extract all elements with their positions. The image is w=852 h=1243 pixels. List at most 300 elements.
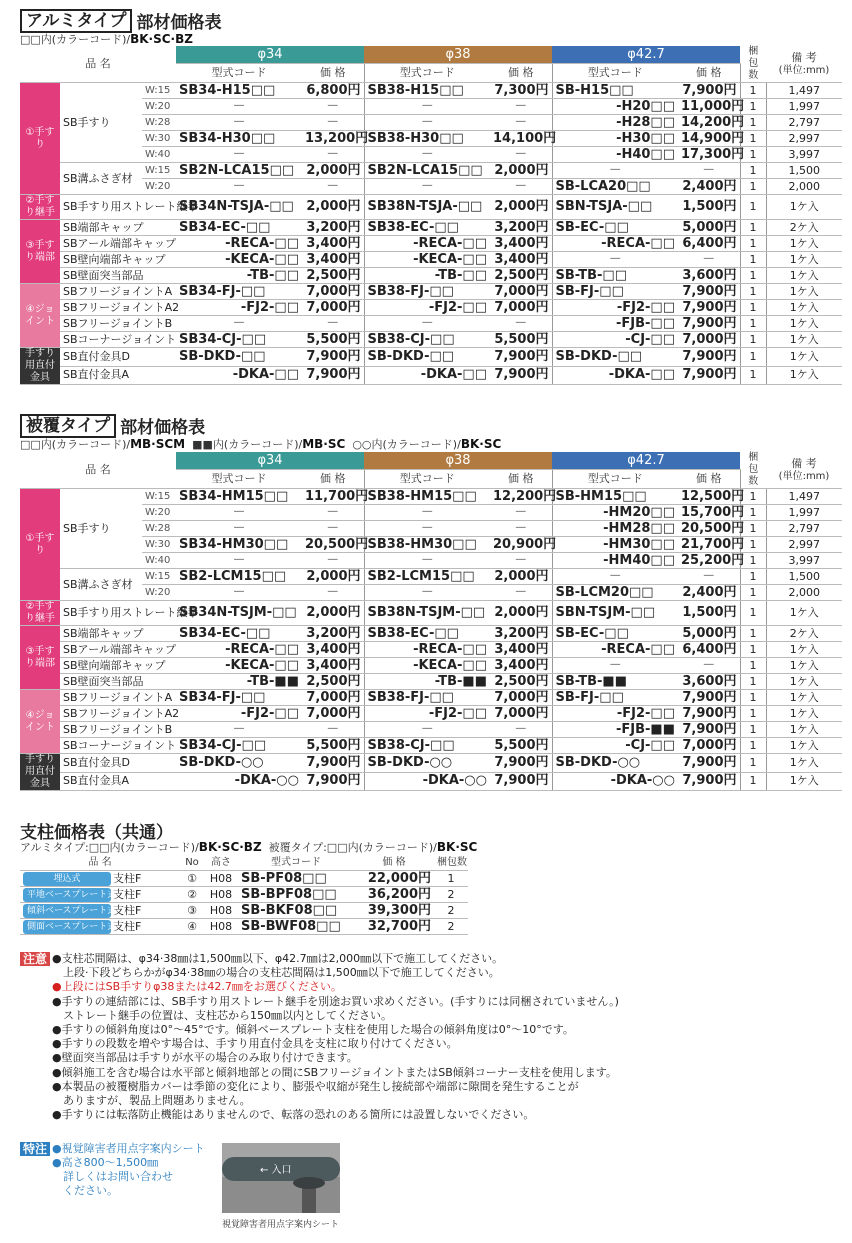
pack-count: 1: [740, 722, 766, 738]
post-subtitle: [20, 839, 477, 855]
col-price: 価 格: [302, 470, 364, 489]
pack-count: 1: [740, 195, 766, 220]
item-name: SBアール端部キャップ: [60, 642, 176, 658]
price: 7,300円: [490, 83, 552, 99]
price: 6,800円: [302, 83, 364, 99]
price: 2,000円: [490, 163, 552, 179]
model-code: -DKA-□□: [176, 366, 302, 385]
post-col-header: 型式コード: [238, 855, 354, 871]
remark: 1ケ入: [766, 722, 842, 738]
table-row: [20, 300, 842, 316]
table-row: [20, 738, 842, 754]
model-code: SB38-CJ-□□: [364, 332, 490, 348]
width-label: W:15: [142, 569, 176, 585]
col-price: 価 格: [490, 470, 552, 489]
remark: 2,000: [766, 585, 842, 601]
post-row: [20, 903, 468, 919]
model-code: －: [176, 316, 302, 332]
post-height: H08: [204, 903, 238, 919]
hif-subtitle-a: □□内(カラーコード)/: [20, 438, 131, 451]
price: 1,500円: [678, 195, 740, 220]
model-code: -DKA-□□: [552, 366, 678, 385]
model-code: -H28□□: [552, 115, 678, 131]
width-label: W:40: [142, 147, 176, 163]
price: 2,000円: [302, 195, 364, 220]
pack-count: 1: [740, 601, 766, 626]
table-row: [20, 658, 842, 674]
remark: 2ケ入: [766, 626, 842, 642]
col-biko: [766, 452, 842, 489]
model-code: SB34-H30□□: [176, 131, 302, 147]
model-code: SB2N-LCA15□□: [364, 163, 490, 179]
price: －: [490, 585, 552, 601]
post-name: 支柱F: [110, 871, 180, 887]
price: －: [490, 505, 552, 521]
group-label: ③手すり端部: [20, 220, 60, 284]
model-code: SB-FJ-□□: [552, 284, 678, 300]
model-code: －: [364, 316, 490, 332]
col-konpo: 梱包数: [740, 452, 766, 489]
dia-42-header: φ42.7: [552, 46, 740, 64]
price: 2,400円: [678, 585, 740, 601]
price: 5,000円: [678, 626, 740, 642]
model-code: SB38-H15□□: [364, 83, 490, 99]
pack-count: 1: [740, 537, 766, 553]
table-row: [20, 489, 842, 505]
remark: 1,497: [766, 489, 842, 505]
price: －: [678, 163, 740, 179]
price: 3,600円: [678, 674, 740, 690]
note-line: ●手すりには転落防止機能はありませんので、転落の恐れのある箇所には設置しないでください。: [52, 1108, 535, 1122]
price: －: [490, 316, 552, 332]
model-code: SB38-EC-□□: [364, 626, 490, 642]
dia-38-header: φ38: [364, 452, 552, 470]
dia-38-header: φ38: [364, 46, 552, 64]
remark: 1ケ入: [766, 706, 842, 722]
price: 3,400円: [302, 236, 364, 252]
post-height: H08: [204, 887, 238, 903]
model-code: SB34-EC-□□: [176, 220, 302, 236]
price: 2,500円: [490, 674, 552, 690]
price: －: [302, 585, 364, 601]
pack-count: 1: [740, 674, 766, 690]
remark: 1ケ入: [766, 754, 842, 773]
post-name: 支柱F: [110, 903, 180, 919]
price: 7,900円: [678, 316, 740, 332]
table-row: [20, 163, 842, 179]
model-code: －: [364, 179, 490, 195]
item-name: SB溝ふさぎ材: [60, 163, 142, 195]
pack-count: 1: [740, 754, 766, 773]
remark: 1,997: [766, 505, 842, 521]
table-row: [20, 601, 842, 626]
pack-count: 1: [740, 348, 766, 367]
table-row: [20, 690, 842, 706]
group-label: 手すり用直付金具: [20, 754, 60, 791]
table-row: [20, 585, 842, 601]
post-code: SB-BKF08□□: [238, 903, 354, 919]
remark: 2,997: [766, 131, 842, 147]
model-code: -RECA-□□: [364, 236, 490, 252]
model-code: SB-DKD-○○: [364, 754, 490, 773]
group-label: ④ジョイント: [20, 690, 60, 754]
model-code: -RECA-□□: [176, 236, 302, 252]
price: 2,500円: [302, 268, 364, 284]
model-code: －: [176, 521, 302, 537]
price: 7,900円: [678, 690, 740, 706]
width-label: W:20: [142, 585, 176, 601]
price: 7,000円: [302, 690, 364, 706]
model-code: SB34N-TSJA-□□: [176, 195, 302, 220]
model-code: -FJB-□□: [552, 316, 678, 332]
alu-price-table: [20, 46, 842, 385]
remark: 1ケ入: [766, 642, 842, 658]
post-col-header: 高さ: [204, 855, 238, 871]
table-row: [20, 147, 842, 163]
post-row: [20, 871, 468, 887]
pack-count: 1: [740, 706, 766, 722]
post-row: [20, 919, 468, 935]
remark: 1ケ入: [766, 772, 842, 791]
table-row: [20, 772, 842, 791]
model-code: -TB-□□: [364, 268, 490, 284]
photo-label: ← 入口: [260, 1165, 292, 1176]
model-code: －: [176, 179, 302, 195]
dia-34-header: φ34: [176, 46, 364, 64]
price: －: [490, 179, 552, 195]
price: －: [302, 505, 364, 521]
table-row: [20, 284, 842, 300]
table-row: [20, 115, 842, 131]
group-label: 手すり用直付金具: [20, 348, 60, 385]
price: 5,500円: [302, 738, 364, 754]
notes-lines: [52, 952, 840, 1122]
price: 7,900円: [678, 348, 740, 367]
price: 3,400円: [490, 658, 552, 674]
table-row: [20, 220, 842, 236]
pack-count: 1: [740, 505, 766, 521]
price: －: [678, 569, 740, 585]
model-code: －: [364, 99, 490, 115]
post-row: [20, 887, 468, 903]
price: 7,900円: [678, 754, 740, 773]
remark: 1ケ入: [766, 738, 842, 754]
model-code: -RECA-□□: [552, 236, 678, 252]
table-row: [20, 626, 842, 642]
model-code: SB-TB-■■: [552, 674, 678, 690]
width-label: W:30: [142, 131, 176, 147]
col-price: 価 格: [678, 470, 740, 489]
model-code: SB-LCM20□□: [552, 585, 678, 601]
price: 7,000円: [678, 332, 740, 348]
item-name: SB壁向端部キャップ: [60, 252, 176, 268]
model-code: SB38N-TSJM-□□: [364, 601, 490, 626]
biko-label: 備 考: [791, 457, 817, 470]
price: 25,200円: [678, 553, 740, 569]
model-code: SB-TB-□□: [552, 268, 678, 284]
model-code: SB34-FJ-□□: [176, 284, 302, 300]
width-label: W:15: [142, 83, 176, 99]
model-code: SB-DKD-○○: [176, 754, 302, 773]
col-code: 型式コード: [176, 64, 302, 83]
remark: 1ケ入: [766, 195, 842, 220]
model-code: －: [176, 585, 302, 601]
item-name: SBコーナージョイント: [60, 332, 176, 348]
model-code: SB38-HM30□□: [364, 537, 490, 553]
table-row: [20, 642, 842, 658]
remark: 1ケ入: [766, 252, 842, 268]
item-name: SB直付金具D: [60, 348, 176, 367]
post-subtitle-a: アルミタイプ:□□内(カラーコード)/: [20, 841, 199, 854]
pack-count: 1: [740, 83, 766, 99]
width-label: W:15: [142, 163, 176, 179]
post-type-badge: 傾斜ベースプレート式: [20, 903, 110, 919]
table-row: [20, 268, 842, 284]
price: 21,700円: [678, 537, 740, 553]
post-code: SB-PF08□□: [238, 871, 354, 887]
price: 20,900円: [490, 537, 552, 553]
dia-34-header: φ34: [176, 452, 364, 470]
remark: 1ケ入: [766, 268, 842, 284]
pack-count: 1: [740, 642, 766, 658]
price: 5,500円: [302, 332, 364, 348]
item-name: SBアール端部キャップ: [60, 236, 176, 252]
price: 3,600円: [678, 268, 740, 284]
header-row-diameters: [20, 46, 842, 64]
post-price-table: [20, 855, 468, 935]
item-name: SBコーナージョイント: [60, 738, 176, 754]
post-code: SB-BPF08□□: [238, 887, 354, 903]
item-name: SB溝ふさぎ材: [60, 569, 142, 601]
price: －: [302, 99, 364, 115]
pack-count: 1: [740, 147, 766, 163]
note-line: ●壁面突当部品は手すりが水平の場合のみ取り付けできます。: [52, 1051, 358, 1065]
hif-title: [20, 413, 205, 438]
price: 7,900円: [490, 754, 552, 773]
item-name: SB直付金具A: [60, 772, 176, 791]
table-row: [20, 99, 842, 115]
remark: 1ケ入: [766, 366, 842, 385]
price: －: [678, 658, 740, 674]
price: 2,400円: [678, 179, 740, 195]
note-line: 上段·下段どちらかがφ34·38㎜の場合の支柱芯間隔は1,500㎜以下で施工してください。: [52, 966, 500, 980]
pack-count: 1: [740, 300, 766, 316]
model-code: SBN-TSJA-□□: [552, 195, 678, 220]
remark: 1ケ入: [766, 236, 842, 252]
pack-count: 1: [740, 521, 766, 537]
model-code: SB34-CJ-□□: [176, 738, 302, 754]
remark: 3,997: [766, 147, 842, 163]
remark: 1ケ入: [766, 658, 842, 674]
pack-count: 1: [740, 163, 766, 179]
table-row: [20, 537, 842, 553]
pack-count: 1: [740, 772, 766, 791]
price: 3,400円: [490, 252, 552, 268]
model-code: －: [552, 163, 678, 179]
price: 2,000円: [302, 569, 364, 585]
hif-subtitle-c: ■■内(カラーコード)/: [192, 438, 303, 451]
model-code: -FJ2-□□: [176, 706, 302, 722]
table-row: [20, 521, 842, 537]
width-label: W:28: [142, 115, 176, 131]
remark: 1,497: [766, 83, 842, 99]
price: 7,000円: [490, 690, 552, 706]
model-code: -FJ2-□□: [364, 706, 490, 722]
remark: 2,797: [766, 115, 842, 131]
pack-count: 1: [740, 738, 766, 754]
hif-title-box: 被覆タイプ: [20, 414, 116, 438]
item-name: SB壁面突当部品: [60, 268, 176, 284]
price: 3,400円: [302, 642, 364, 658]
model-code: -TB-■■: [176, 674, 302, 690]
price: 11,000円: [678, 99, 740, 115]
hif-subtitle-f: BK·SC: [460, 437, 502, 451]
pack-count: 1: [740, 115, 766, 131]
post-price: 36,200円: [354, 887, 434, 903]
hif-subtitle-e: ○○内(カラーコード)/: [352, 438, 461, 451]
model-code: SB-DKD-□□: [552, 348, 678, 367]
price: 5,500円: [490, 332, 552, 348]
table-row: [20, 722, 842, 738]
pack-count: 1: [740, 690, 766, 706]
model-code: －: [176, 553, 302, 569]
table-row: [20, 252, 842, 268]
price: 7,900円: [490, 366, 552, 385]
pack-count: 1: [740, 284, 766, 300]
col-biko: [766, 46, 842, 83]
model-code: -HM40□□: [552, 553, 678, 569]
biko-label: 備 考: [791, 51, 817, 64]
table-row: [20, 332, 842, 348]
item-name: SBフリージョイントB: [60, 722, 176, 738]
table-row: [20, 131, 842, 147]
post-pack: 2: [434, 903, 468, 919]
model-code: SB34-HM15□□: [176, 489, 302, 505]
table-row: [20, 316, 842, 332]
price: 3,200円: [302, 220, 364, 236]
hif-subtitle-d: MB·SC: [302, 437, 346, 451]
price: 7,900円: [302, 366, 364, 385]
price: 14,100円: [490, 131, 552, 147]
note-line: ●手すりの段数を増やす場合は、手すり用直付金具を支柱に取り付けてください。: [52, 1037, 458, 1051]
price: 7,000円: [490, 284, 552, 300]
price: 7,900円: [302, 754, 364, 773]
model-code: SB34-FJ-□□: [176, 690, 302, 706]
remark: 2,000: [766, 179, 842, 195]
width-label: W:28: [142, 521, 176, 537]
price: －: [490, 147, 552, 163]
pack-count: 1: [740, 131, 766, 147]
model-code: -DKA-○○: [364, 772, 490, 791]
item-name: SBフリージョイントA2: [60, 706, 176, 722]
width-label: W:15: [142, 489, 176, 505]
model-code: -FJ2-□□: [552, 300, 678, 316]
post-col-header: 梱包数: [434, 855, 468, 871]
price: 17,300円: [678, 147, 740, 163]
col-price: 価 格: [490, 64, 552, 83]
model-code: －: [176, 115, 302, 131]
price: －: [302, 115, 364, 131]
note-line: ●傾斜施工を含む場合は水平部と傾斜地部との間にSBフリージョイントまたはSB傾斜コーナー支柱を使用します。: [52, 1065, 617, 1079]
col-code: 型式コード: [364, 64, 490, 83]
table-row: [20, 553, 842, 569]
col-price: 価 格: [302, 64, 364, 83]
model-code: -FJ2-□□: [176, 300, 302, 316]
table-row: [20, 179, 842, 195]
model-code: －: [176, 147, 302, 163]
group-label: ③手すり端部: [20, 626, 60, 690]
remark: 1ケ入: [766, 316, 842, 332]
price: 1,500円: [678, 601, 740, 626]
price: 7,900円: [678, 772, 740, 791]
model-code: SB-EC-□□: [552, 220, 678, 236]
price: －: [490, 521, 552, 537]
remark: 1ケ入: [766, 332, 842, 348]
price: －: [302, 521, 364, 537]
model-code: SB34-EC-□□: [176, 626, 302, 642]
price: －: [490, 722, 552, 738]
remark: 2,797: [766, 521, 842, 537]
model-code: -RECA-□□: [176, 642, 302, 658]
price: 2,000円: [490, 195, 552, 220]
pack-count: 1: [740, 658, 766, 674]
remark: 1ケ入: [766, 674, 842, 690]
remark: 1,997: [766, 99, 842, 115]
post-no: ②: [180, 887, 204, 903]
post-col-header: No: [180, 855, 204, 871]
model-code: SB-EC-□□: [552, 626, 678, 642]
price: 7,000円: [490, 706, 552, 722]
post-height: H08: [204, 919, 238, 935]
header-row-diameters: [20, 452, 842, 470]
price: 14,900円: [678, 131, 740, 147]
width-label: W:20: [142, 179, 176, 195]
remark: 2ケ入: [766, 220, 842, 236]
model-code: -FJB-■■: [552, 722, 678, 738]
model-code: －: [364, 553, 490, 569]
col-hinmei: 品 名: [20, 46, 176, 83]
col-hinmei: 品 名: [20, 452, 176, 489]
model-code: －: [364, 115, 490, 131]
note-line: ●手すりの傾斜角度は0°～45°です。傾斜ベースプレート支柱を使用した場合の傾斜角度は0°～10°です。: [52, 1023, 574, 1037]
item-name: SBフリージョイントB: [60, 316, 176, 332]
model-code: －: [364, 521, 490, 537]
photo-caption: 視覚障害者用点字案内シート: [222, 1220, 340, 1230]
tani-label: (単位:mm): [778, 65, 830, 76]
post-no: ④: [180, 919, 204, 935]
price: 7,000円: [302, 706, 364, 722]
price: 3,400円: [302, 658, 364, 674]
model-code: -H20□□: [552, 99, 678, 115]
note-line: ●支柱芯間隔は、φ34·38㎜は1,500㎜以下、φ42.7㎜は2,000㎜以下で施工してください。: [52, 952, 504, 965]
price: －: [490, 115, 552, 131]
table-row: [20, 674, 842, 690]
col-code: 型式コード: [364, 470, 490, 489]
pack-count: 1: [740, 179, 766, 195]
post-type-badge: 平地ベースプレート式: [20, 887, 110, 903]
table-row: [20, 569, 842, 585]
pack-count: 1: [740, 236, 766, 252]
price: －: [302, 179, 364, 195]
model-code: SB-HM15□□: [552, 489, 678, 505]
post-price: 22,000円: [354, 871, 434, 887]
price: 2,000円: [490, 569, 552, 585]
alu-title-rest: 部材価格表: [136, 13, 222, 33]
note-line: ありますが、製品上問題ありません。: [52, 1094, 251, 1108]
item-name: SB手すり: [60, 83, 142, 163]
model-code: SB2-LCM15□□: [176, 569, 302, 585]
item-name: SB端部キャップ: [60, 220, 176, 236]
